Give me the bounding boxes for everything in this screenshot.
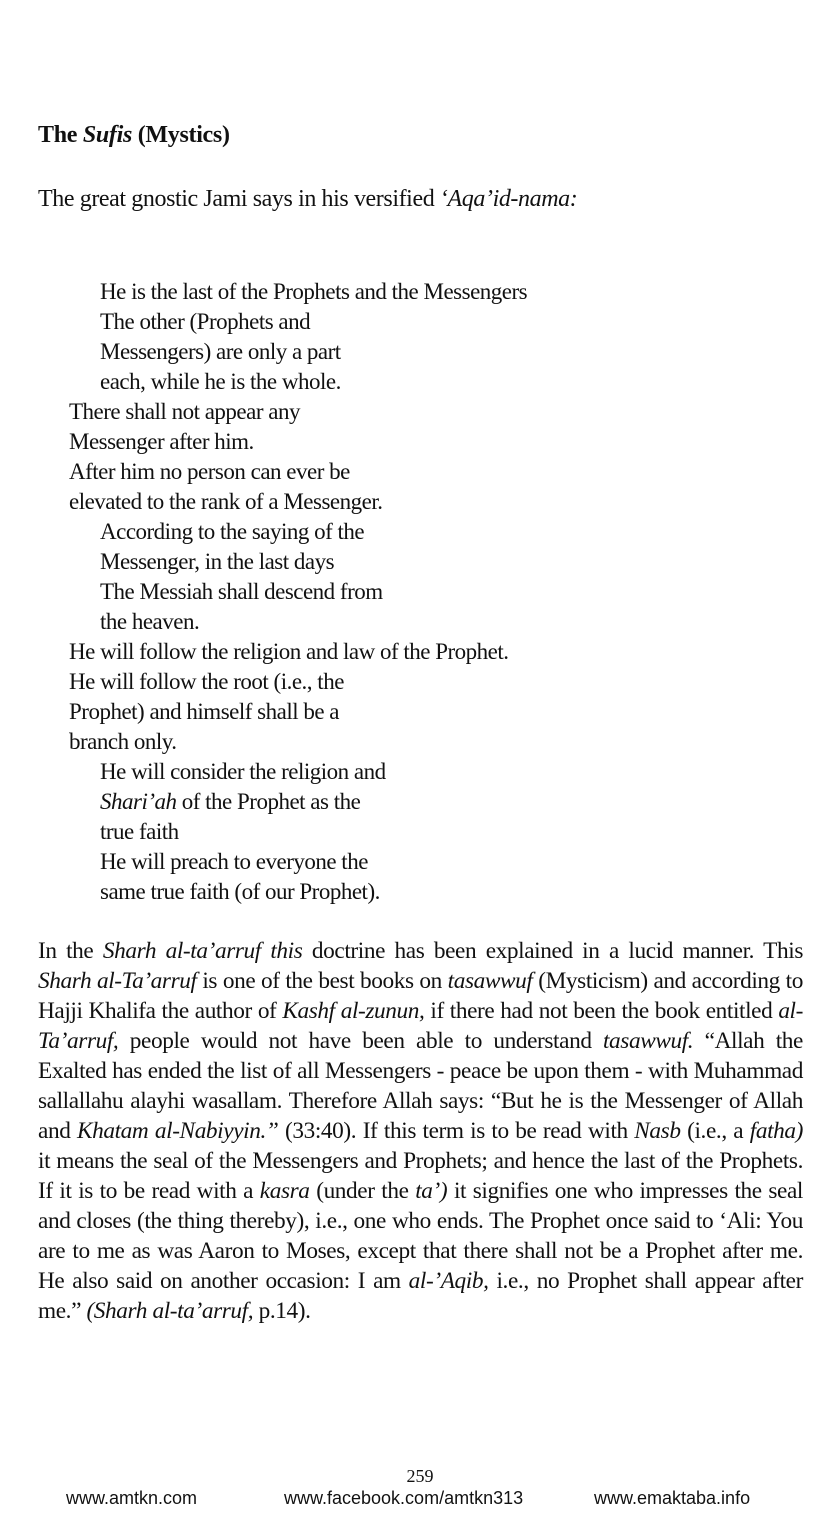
footer-link-amtkn[interactable]: www.amtkn.com (66, 1488, 198, 1508)
poem-line: elevated to the rank of a Messenger. (69, 489, 383, 514)
poem-line: the heaven. (100, 609, 200, 634)
heading-suffix: (Mystics) (132, 122, 230, 148)
intro-text: The great gnostic Jami says in his versified (38, 186, 440, 212)
poem-line: There shall not appear any (69, 399, 300, 424)
prose-text: p.14). (253, 1298, 311, 1324)
poem-line: He will follow the religion and law of the Prophet. (69, 639, 509, 664)
poem-line-italic: Shari’ah (100, 789, 177, 814)
poem-line: The other (Prophets and (100, 309, 311, 334)
prose-italic: kasra (259, 1178, 310, 1204)
prose-italic: ta’) (415, 1178, 448, 1204)
page-number: 259 (406, 1466, 434, 1486)
poem-line: Messenger, in the last days (100, 549, 335, 574)
prose-italic: Sharh al-ta’arruf this (102, 938, 303, 964)
intro-italic: ‘Aqa’id-nama: (439, 186, 578, 212)
poem-line: each, while he is the whole. (100, 369, 341, 394)
heading-text: The (38, 122, 83, 148)
prose-italic: al-’Aqib, (408, 1268, 489, 1294)
footer-link-emaktaba[interactable]: www.emaktaba.info (594, 1488, 751, 1508)
poem-line: branch only. (69, 729, 177, 754)
poem-line: He will consider the religion and (100, 759, 386, 784)
poem-line: He will follow the root (i.e., the (69, 669, 344, 694)
footer-link-facebook[interactable]: www.facebook.com/amtkn313 (284, 1488, 524, 1508)
intro-paragraph (38, 186, 577, 213)
poem-line: The Messiah shall descend from (100, 579, 383, 604)
prose-italic: tasawwuf. (602, 1028, 694, 1054)
poem-line: Messengers) are only a part (100, 339, 341, 364)
poem-line: Messenger after him. (69, 429, 254, 454)
poem-line: He will preach to everyone the (100, 849, 368, 874)
prose-text: people would not have been able to understand (118, 1028, 603, 1054)
prose-italic: Sharh al-Ta’arruf (38, 968, 197, 994)
prose-italic: Nasb (634, 1118, 681, 1144)
poem-line-rest: of the Prophet as the (176, 789, 361, 814)
prose-text: it means the seal of the Messengers and Prophets; and hence the last of the Prophets. If it is to be read with a (38, 1148, 803, 1204)
prose-italic: Khatam al-Nabiyyin.” (76, 1118, 279, 1144)
prose-text: In the (38, 938, 103, 964)
prose-text: (33:40). If this term is to be read with (278, 1118, 635, 1144)
poem-line: According to the saying of the (100, 519, 365, 544)
poem-line: He is the last of the Prophets and the Messengers (100, 279, 528, 304)
section-heading (38, 122, 230, 149)
heading-italic: Sufis (82, 122, 133, 148)
prose-italic: Kashf al-zunun, (282, 998, 425, 1024)
prose-text: it signifies one who impresses the seal and closes (the thing thereby), i.e., one who ends. The Prophet once said to ‘Ali: You are to me as was Aaron to Moses, except that there shall not be a Prophet after me. He also said on another occasion: I am (38, 1178, 803, 1294)
poem-block (0, 277, 840, 907)
poem-line: After him no person can ever be (69, 459, 350, 484)
prose-italic: tasawwuf (447, 968, 533, 994)
poem-line: same true faith (of our Prophet). (100, 879, 380, 904)
prose-text: (under the (309, 1178, 416, 1204)
poem-line: Prophet) and himself shall be a (69, 699, 340, 724)
prose-text: “Allah the Exalted has ended the list of all Messengers - peace be upon them - with Muhammad sallallahu alayhi wasallam. Therefore Allah says: “But he is the Messenger of Allah and (38, 1028, 803, 1144)
prose-text: (Mysticism) and according to Hajji Khalifa the author of (38, 968, 803, 1024)
prose-text: is one of the best books on (196, 968, 448, 994)
prose-text: doctrine has been explained in a lucid manner. This (302, 938, 803, 964)
body-paragraph (38, 936, 803, 1326)
prose-italic: (Sharh al-ta’arruf, (86, 1298, 254, 1324)
footer (0, 1488, 840, 1512)
prose-italic: al-Ta’arruf, (38, 998, 803, 1054)
prose-italic: fatha) (749, 1118, 804, 1144)
poem-line (0, 787, 840, 817)
prose-text: (i.e., a (680, 1118, 750, 1144)
poem-line: true faith (100, 819, 179, 844)
prose-text: i.e., no Prophet shall appear after me.” (38, 1268, 803, 1324)
prose-text: if there had not been the book entitled (424, 998, 779, 1024)
